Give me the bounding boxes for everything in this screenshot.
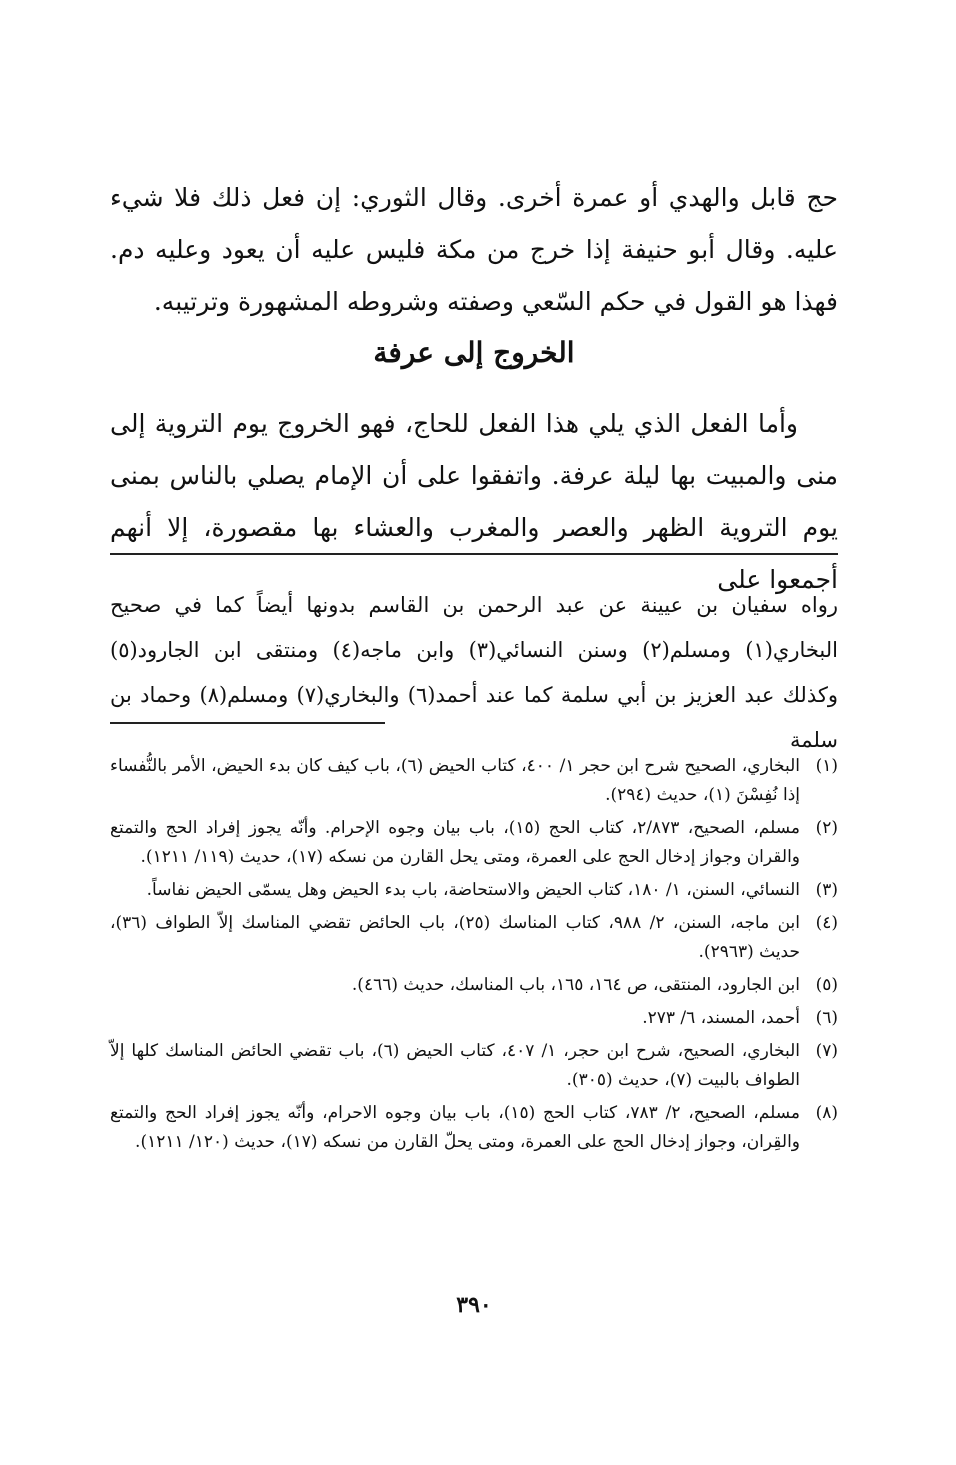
footnote-number: (٦) [815,1008,838,1028]
book-page [110,0,838,1465]
footnote-text: ابن الجارود، المنتقى، ص ١٦٤، ١٦٥، باب المناسك، حديث (٤٦٦). [351,975,800,995]
note-block [110,583,838,763]
page-number: ٣٩٠ [456,1292,492,1318]
footnote-number: (٧) [815,1041,838,1061]
footnote-text: مسلم، الصحيح، ٢/ ٧٨٣، كتاب الحج (١٥)، باب بيان وجوه الاحرام، وأنّه يجوز إفراد الحج والتمتع والقِران، وجواز إدخال الحج على العمرة، ومتى يحلّ القارن من نسكه (١٧)، حديث (١٢٠/ ١٢١١). [110,1103,800,1152]
section-heading: الخروج إلى عرفة [373,336,575,369]
footnote-text: مسلم، الصحيح، ٢/٨٧٣، كتاب الحج (١٥)، باب بيان وجوه الإحرام. وأنّه يجوز إفراد الحج والتمتع والقران وجواز إدخال الحج على العمرة، ومتى يحل القارن من نسكه (١٧)، حديث (١١٩/ ١٢١١). [110,818,800,867]
main-text-block [110,172,838,328]
footnote-item [110,876,838,905]
footnote-item [110,1037,838,1095]
footnote-item [110,752,838,810]
footnote-item [110,1004,838,1033]
footnote-item [110,971,838,1000]
section-paragraph: وأما الفعل الذي يلي هذا الفعل للحاج، فهو الخروج يوم التروية إلى منى والمبيت بها ليلة عرفة. واتفقوا على أن الإمام يصلي بالناس بمنى يوم التروية الظهر والعصر والمغرب والعشاء بها مقصورة، إلا أنهم أجمعوا على [110,409,838,594]
footnote-text: البخاري، الصحيح شرح ابن حجر ١/ ٤٠٠، كتاب الحيض (٦)، باب كيف كان بدء الحيض، الأمر بالنُّفساء إذا نُفِسْنَ (١)، حديث (٢٩٤). [110,756,800,805]
text-divider [110,553,838,555]
footnote-text: النسائي، السنن، ١/ ١٨٠، كتاب الحيض والاستحاضة، باب بدء الحيض وهل يسمّى الحيض نفاساً. [146,880,800,900]
footnote-item [110,1099,838,1157]
footnote-number: (٤) [815,913,838,933]
footnote-item [110,814,838,872]
footnote-item [110,909,838,967]
footnote-number: (١) [815,756,838,776]
footnote-text: ابن ماجه، السنن، ٢/ ٩٨٨، كتاب المناسك (٢٥)، باب الحائض تقضي المناسك إلاّ الطواف (٣٦)، حديث (٢٩٦٣). [110,913,800,962]
footnote-text: البخاري، الصحيح، شرح ابن حجر، ١/ ٤٠٧، كتاب الحيض (٦)، باب تقضي الحائض المناسك كلها إلاّ الطواف بالبيت (٧)، حديث (٣٠٥). [110,1041,800,1090]
footnotes-list [110,752,838,1161]
note-paragraph: رواه سفيان بن عيينة عن عبد الرحمن بن القاسم بدونها أيضاً كما في صحيح البخاري(١) ومسلم(٢) وسنن النسائي(٣) وابن ماجه(٤) ومنتقى ابن الجارود(٥) وكذلك عبد العزيز بن أبي سلمة كما عند أحمد(٦) والبخاري(٧) ومسلم(٨) وحماد بن سلمة [110,593,838,752]
footnote-number: (٣) [815,880,838,900]
section-text-block [110,398,838,606]
footnote-number: (٢) [815,818,838,838]
main-paragraph: حج قابل والهدي أو عمرة أخرى. وقال الثوري: إن فعل ذلك فلا شيء عليه. وقال أبو حنيفة إذا خرج من مكة فليس عليه أن يعود وعليه دم. فهذا هو القول في حكم السّعي وصفته وشروطه المشهورة وترتيبه. [110,183,838,316]
footnote-number: (٥) [815,975,838,995]
footnote-text: أحمد، المسند، ٦/ ٢٧٣. [642,1008,800,1028]
footnote-number: (٨) [815,1103,838,1123]
footnote-divider [110,722,385,724]
